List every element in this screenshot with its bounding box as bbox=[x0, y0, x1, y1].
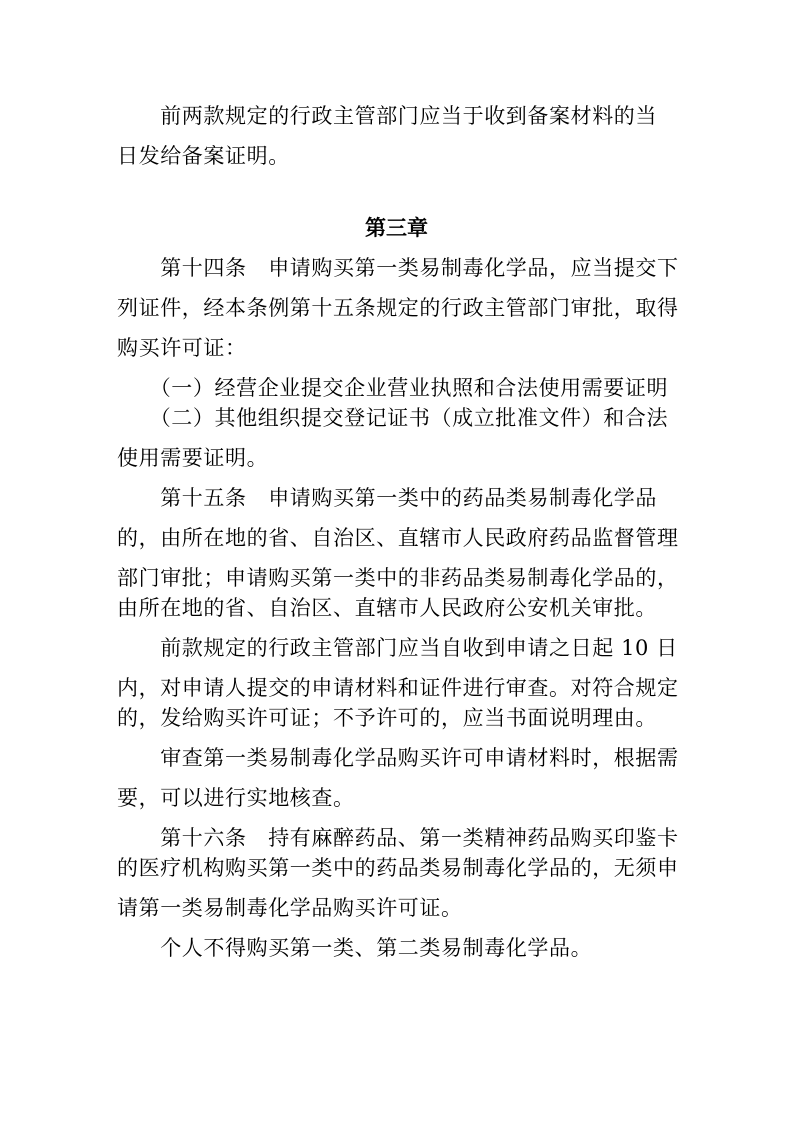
paragraph-line: 列证件，经本条例第十五条规定的行政主管部门审批，取得 bbox=[117, 296, 679, 320]
paragraph-line: 个人不得购买第一类、第二类易制毒化学品。 bbox=[117, 936, 593, 960]
paragraph-line: 内，对申请人提交的申请材料和证件进行审查。对符合规定 bbox=[117, 676, 679, 700]
paragraph-line: （二）其他组织提交登记证书（成立批准文件）和合法 bbox=[117, 406, 669, 430]
paragraph-line: 购买许可证： bbox=[117, 336, 247, 360]
paragraph-line: 部门审批；申请购买第一类中的非药品类易制毒化学品的， bbox=[117, 566, 679, 590]
paragraph-line: 第十四条 申请购买第一类易制毒化学品，应当提交下 bbox=[117, 256, 679, 280]
paragraph-line: 的医疗机构购买第一类中的药品类易制毒化学品的，无须申 bbox=[117, 856, 679, 880]
chapter-title: 第三章 bbox=[365, 216, 428, 240]
paragraph-line: 审查第一类易制毒化学品购买许可申请材料时，根据需 bbox=[117, 746, 679, 770]
paragraph-line: 的，由所在地的省、自治区、直辖市人民政府药品监督管理 bbox=[117, 526, 679, 550]
paragraph-line: 请第一类易制毒化学品购买许可证。 bbox=[117, 896, 463, 920]
paragraph-line: 前款规定的行政主管部门应当自收到申请之日起 10 日 bbox=[117, 636, 678, 660]
paragraph-line: 的，发给购买许可证；不予许可的，应当书面说明理由。 bbox=[117, 706, 657, 730]
paragraph-line: 日发给备案证明。 bbox=[117, 144, 290, 168]
paragraph-line: 前两款规定的行政主管部门应当于收到备案材料的当 bbox=[117, 104, 657, 128]
paragraph-line: 使用需要证明。 bbox=[117, 446, 269, 470]
paragraph-line: 第十六条 持有麻醉药品、第一类精神药品购买印鉴卡 bbox=[117, 826, 679, 850]
paragraph-line: （一）经营企业提交企业营业执照和合法使用需要证明 bbox=[117, 376, 669, 400]
paragraph-line: 由所在地的省、自治区、直辖市人民政府公安机关审批。 bbox=[117, 596, 657, 620]
paragraph-line: 要，可以进行实地核查。 bbox=[117, 786, 355, 810]
paragraph-line: 第十五条 申请购买第一类中的药品类易制毒化学品 bbox=[117, 486, 657, 510]
